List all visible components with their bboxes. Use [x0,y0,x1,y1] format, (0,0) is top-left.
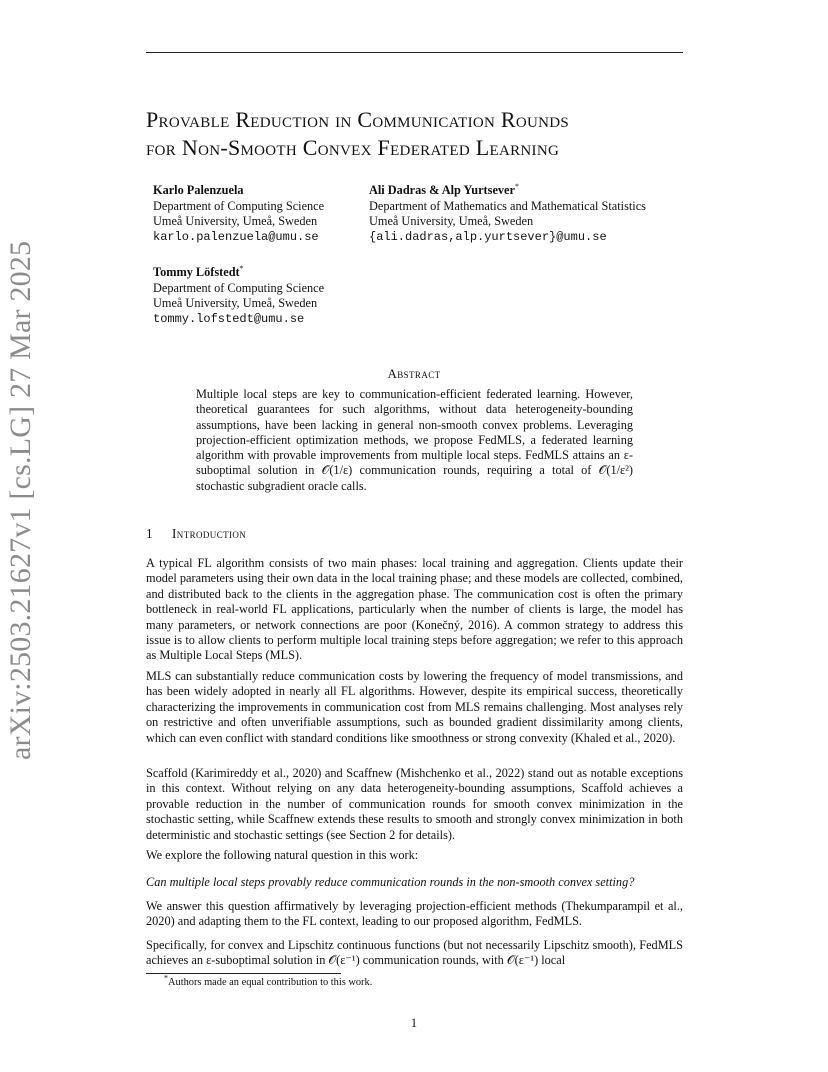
title-line-1: Provable Reduction in Communication Rounds [146,107,570,132]
section-number: 1 [146,526,153,541]
footnote-rule [146,973,341,974]
abstract-heading: Abstract [387,366,441,381]
paragraph-4 [146,848,683,863]
section-title: Introduction [172,526,247,541]
page-number: 1 [410,1016,418,1030]
author-mark: * [514,181,519,191]
footnote-mark: * [164,973,168,983]
paragraph-1 [146,556,683,664]
paper-title [146,106,706,162]
section-heading [146,526,246,542]
author-affiliation: Umeå University, Umeå, Sweden [153,214,318,229]
paragraph-text: MLS can substantially reduce communication costs by lowering the frequency of model transmissions, and has been widely adopted in nearly all FL algorithms. However, despite its empirical success, theoretically characterizing the improvements in communication cost from MLS remains challenging. Most analyses rely on restrictive and often unverifiable assumptions, such as bounded gradient dissimilarity among clients, which can even conflict with standard conditions like smoothness or strong convexity (Khaled et al., 2020). [146,669,683,745]
paragraph-text: Specifically, for convex and Lipschitz continuous functions (but not necessarily Lipschitz smooth), FedMLS achieves an ε-suboptimal solution in 𝒪(ε⁻¹) communication rounds, with 𝒪(ε⁻¹) local [146,938,683,968]
paragraph-3 [146,766,683,843]
paragraph-text: We answer this question affirmatively by leveraging projection-efficient methods (Thekumparampil et al., 2020) and adapting them to the FL context, leading to our proposed algorithm, FedMLS. [146,899,683,929]
author-affiliation: Umeå University, Umeå, Sweden [153,296,318,311]
author-block-2 [369,183,646,245]
paragraph-6 [146,938,683,969]
author-department: Department of Mathematics and Mathematical Statistics [369,198,646,213]
paragraph-text: We explore the following natural question in this work: [146,848,419,862]
paragraph-2 [146,669,683,746]
research-question [146,875,683,890]
author-email[interactable]: {ali.dadras,alp.yurtsever}@umu.se [369,229,607,244]
author-department: Department of Computing Science [153,280,325,295]
paragraph-text: Can multiple local steps provably reduce communication rounds in the non-smooth convex setting? [146,875,635,889]
paragraph-5 [146,899,683,930]
author-department: Department of Computing Science [153,198,325,213]
footnote [164,973,373,988]
author-email[interactable]: karlo.palenzuela@umu.se [153,229,319,244]
author-block-1 [153,183,324,245]
author-mark: * [239,263,244,273]
author-affiliation: Umeå University, Umeå, Sweden [369,214,534,229]
header-rule [146,52,683,53]
paragraph-text: A typical FL algorithm consists of two main phases: local training and aggregation. Clients update their model parameters using their own data in the local training phase; and these models are collected, combined, and distributed back to the clients in the aggregation phase. The communication cost is often the primary bottleneck in real-world FL applications, particularly when the number of clients is large, the model has many parameters, or network connections are poor (Konečný, 2016). A common strategy to address this issue is to allow clients to perform multiple local training steps before aggregation; we refer to this approach as Multiple Local Steps (MLS). [146,556,683,663]
abstract-text: Multiple local steps are key to communication-efficient federated learning. However, theoretical guarantees for such algorithms, without data heterogeneity-bounding assumptions, have been lacking in general non-smooth convex problems. Leveraging projection-efficient optimization methods, we propose FedMLS, a federated learning algorithm with provable improvements from multiple local steps. FedMLS attains an ε-suboptimal solution in 𝒪(1/ε) communication rounds, requiring a total of 𝒪(1/ε²) stochastic subgradient oracle calls. [196,387,633,493]
title-line-2: for Non-Smooth Convex Federated Learning [146,135,560,160]
author-name: Karlo Palenzuela [153,183,244,197]
arxiv-identifier: arXiv:2503.21627v1 [cs.LG] 27 Mar 2025 [4,240,37,760]
footnote-text: Authors made an equal contribution to this work. [168,977,373,988]
paragraph-text: Scaffold (Karimireddy et al., 2020) and Scaffnew (Mishchenko et al., 2022) stand out as notable exceptions in this context. Without relying on any data heterogeneity-bounding assumptions, Scaffold achieves a provable reduction in the number of communication rounds for smooth convex minimization in the stochastic setting, while Scaffnew extends these results to smooth and strongly convex minimization in both deterministic and stochastic settings (see Section 2 for details). [146,766,683,842]
author-name: Ali Dadras & Alp Yurtsever [369,183,515,197]
author-block-3 [153,265,324,327]
author-email[interactable]: tommy.lofstedt@umu.se [153,311,305,326]
author-name: Tommy Löfstedt [153,265,240,279]
